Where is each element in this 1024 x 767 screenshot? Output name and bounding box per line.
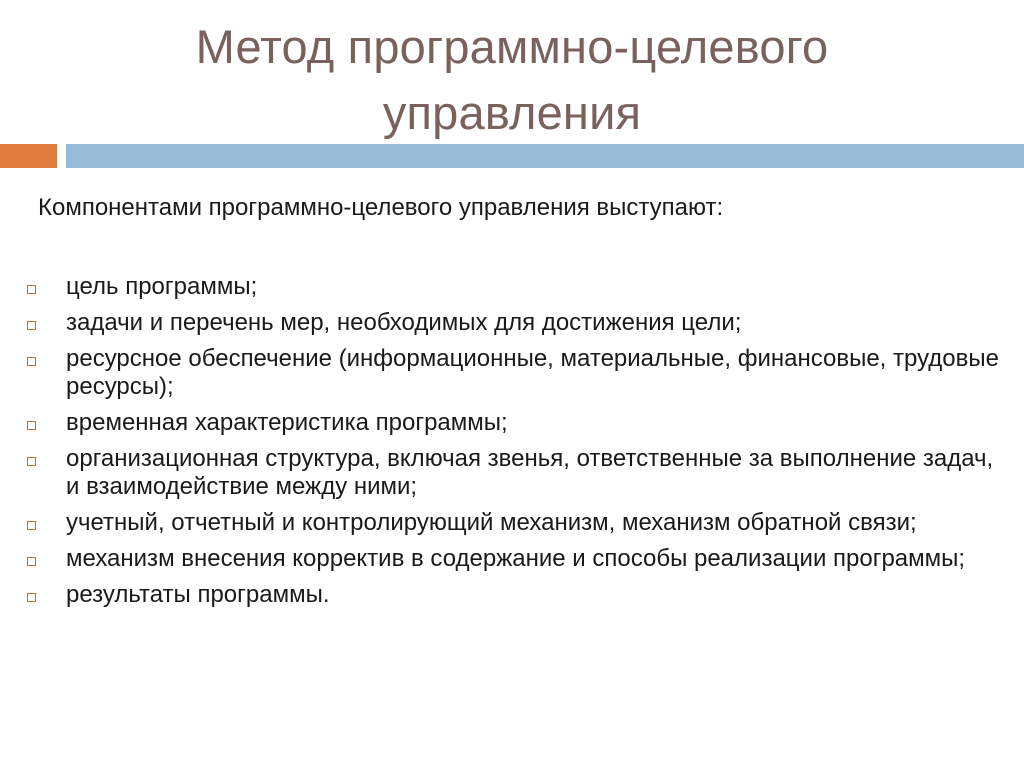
hollow-square-icon bbox=[27, 421, 36, 430]
slide-title-line-2: управления bbox=[382, 86, 642, 139]
title-underline-bar bbox=[66, 144, 1024, 168]
list-item bbox=[0, 309, 1000, 337]
list-item-text: временная характеристика программы; bbox=[66, 409, 508, 436]
hollow-square-icon bbox=[27, 321, 36, 330]
list-item-text: ресурсное обеспечение (информационные, материальные, финансовые, трудовые ресурсы); bbox=[66, 345, 999, 400]
list-item-text: механизм внесения корректив в содержание и способы реализации программы; bbox=[66, 545, 966, 572]
intro-text: Компонентами программно-целевого управления выступают: bbox=[38, 194, 724, 221]
list-item bbox=[0, 445, 1000, 501]
list-item-text: результаты программы. bbox=[66, 581, 330, 608]
slide-title-line-1: Метод программно-целевого bbox=[195, 20, 829, 73]
hollow-square-icon bbox=[27, 557, 36, 566]
list-item bbox=[0, 545, 1000, 573]
hollow-square-icon bbox=[27, 285, 36, 294]
list-item-text: цель программы; bbox=[66, 273, 258, 300]
list-item-text: задачи и перечень мер, необходимых для достижения цели; bbox=[66, 309, 742, 336]
hollow-square-icon bbox=[27, 593, 36, 602]
hollow-square-icon bbox=[27, 357, 36, 366]
list-item bbox=[0, 345, 1000, 401]
list-item bbox=[0, 409, 1000, 437]
list-item bbox=[0, 509, 1000, 537]
hollow-square-icon bbox=[27, 521, 36, 530]
list-item-text: организационная структура, включая звенья, ответственные за выполнение задач, и взаимодействие между ними; bbox=[66, 445, 994, 500]
slide-title bbox=[0, 14, 1024, 146]
hollow-square-icon bbox=[27, 457, 36, 466]
list-item-text: учетный, отчетный и контролирующий механизм, механизм обратной связи; bbox=[66, 509, 917, 536]
list-item bbox=[0, 273, 1000, 301]
component-list bbox=[0, 273, 1000, 617]
list-item bbox=[0, 581, 1000, 609]
accent-bar bbox=[0, 144, 57, 168]
